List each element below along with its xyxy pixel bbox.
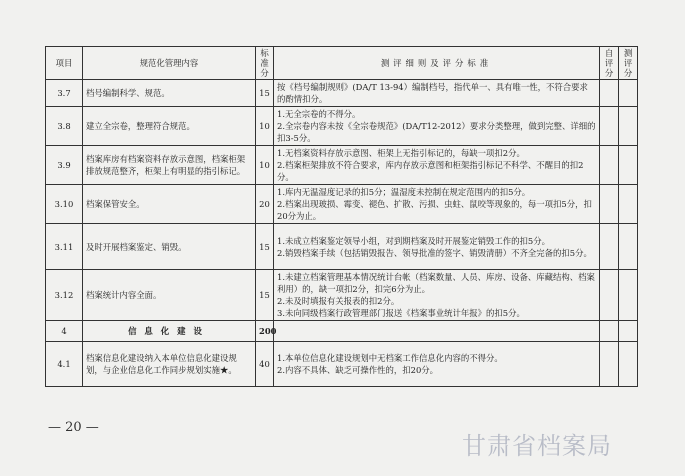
section-criteria-cell xyxy=(274,321,600,342)
row-self-score-cell xyxy=(600,146,619,185)
row-content: 档案统计内容全面。 xyxy=(83,270,256,321)
table-header-row xyxy=(46,47,638,80)
section-eval-score-cell xyxy=(619,321,638,342)
criteria-line: 2.未及时填报有关报表的扣2分。 xyxy=(277,296,400,306)
standards-table xyxy=(45,46,638,387)
row-standard-score: 10 xyxy=(256,107,274,146)
row-number: 3.8 xyxy=(46,107,83,146)
row-standard-score: 15 xyxy=(256,224,274,270)
row-content: 及时开展档案鉴定、销毁。 xyxy=(83,224,256,270)
header-criteria: 测评细则及评分标准 xyxy=(274,47,600,80)
row-standard-score: 15 xyxy=(256,270,274,321)
row-standard-score: 40 xyxy=(256,342,274,387)
row-number: 3.7 xyxy=(46,80,83,107)
criteria-line: 3.未向同级档案行政管理部门报送《档案事业统计年报》的扣5分。 xyxy=(277,308,525,318)
row-standard-score: 15 xyxy=(256,80,274,107)
row-number: 3.12 xyxy=(46,270,83,321)
criteria-line: 1.未成立档案鉴定领导小组，对到期档案及时开展鉴定销毁工作的扣5分。 xyxy=(277,235,550,246)
row-criteria xyxy=(274,80,600,107)
criteria-line: 2.档案柜架排放不符合要求，库内存放示意图和柜架指引标记不科学、不醒目的扣2分。 xyxy=(277,160,584,182)
criteria-line: 2.销毁档案手续（包括销毁报告、领导批准的签字、销毁清册）不齐全完备的扣5分。 xyxy=(277,247,592,258)
header-content: 规范化管理内容 xyxy=(83,47,256,80)
row-eval-score-cell xyxy=(619,342,638,387)
table-row xyxy=(46,146,638,185)
criteria-line: 1.无档案资料存放示意图、柜架上无指引标记的，每缺一项扣2分。 xyxy=(277,148,525,158)
row-self-score-cell xyxy=(600,185,619,224)
criteria-line: 2.全宗卷内容未按《全宗卷规范》(DA/T12-2012）要求分类整理，做到完整、详细的扣3-5分。 xyxy=(277,121,596,143)
row-criteria xyxy=(274,342,600,387)
row-self-score-cell xyxy=(600,224,619,270)
section-title: 信息化建设 xyxy=(83,321,256,342)
table-row xyxy=(46,80,638,107)
row-criteria xyxy=(274,107,600,146)
row-standard-score: 10 xyxy=(256,146,274,185)
row-standard-score: 20 xyxy=(256,185,274,224)
header-self-score: 自评分 xyxy=(600,47,619,80)
row-number: 3.10 xyxy=(46,185,83,224)
table-row xyxy=(46,185,638,224)
criteria-line: 2.内容不具体、缺乏可操作性的，扣20分。 xyxy=(277,365,439,375)
row-number: 4.1 xyxy=(46,342,83,387)
section-number: 4 xyxy=(46,321,83,342)
criteria-line: 1.未建立档案管理基本情况统计台帐（档案数量、人员、库房、设备、库藏结构、档案利用）的，缺一项扣2分，扣完6分为止。 xyxy=(277,272,595,294)
row-content: 建立全宗卷，整理符合规范。 xyxy=(83,107,256,146)
criteria-line: 1.本单位信息化建设规划中无档案工作信息化内容的不得分。 xyxy=(277,353,503,363)
table-row xyxy=(46,342,638,387)
row-eval-score-cell xyxy=(619,80,638,107)
table-row xyxy=(46,107,638,146)
row-content: 档号编制科学、规范。 xyxy=(83,80,256,107)
row-self-score-cell xyxy=(600,342,619,387)
section-score: 200 xyxy=(256,321,274,342)
row-criteria xyxy=(274,185,600,224)
row-criteria xyxy=(274,146,600,185)
watermark: 甘肃省档案局 xyxy=(462,432,612,460)
criteria-line: 按《档号编制规则》(DA/T 13-94）编制档号，指代单一、具有唯一性，不符合要求的酌情扣分。 xyxy=(277,82,588,104)
row-self-score-cell xyxy=(600,80,619,107)
row-content: 档案保管安全。 xyxy=(83,185,256,224)
row-eval-score-cell xyxy=(619,224,638,270)
row-eval-score-cell xyxy=(619,146,638,185)
row-number: 3.11 xyxy=(46,224,83,270)
page-number: — 20 — xyxy=(48,420,99,435)
row-criteria xyxy=(274,224,600,270)
row-number: 3.9 xyxy=(46,146,83,185)
row-self-score-cell xyxy=(600,107,619,146)
row-content: 档案信息化建设纳入本单位信息化建设规划，与企业信息化工作同步规划实施★。 xyxy=(83,342,256,387)
header-eval-score: 测评分 xyxy=(619,47,638,80)
row-criteria xyxy=(274,270,600,321)
row-eval-score-cell xyxy=(619,107,638,146)
row-eval-score-cell xyxy=(619,270,638,321)
row-self-score-cell xyxy=(600,270,619,321)
table-row xyxy=(46,270,638,321)
section-row xyxy=(46,321,638,342)
table-row xyxy=(46,224,638,270)
row-content: 档案库房有档案资料存放示意图，档案柜架排放规范整齐，柜架上有明显的指引标记。 xyxy=(83,146,256,185)
header-standard-score: 标准分 xyxy=(256,47,274,80)
row-eval-score-cell xyxy=(619,185,638,224)
criteria-line: 2.档案出现玻损、霉变、褪色、扩散、污损、虫蛀、鼠咬等现象的，每一项扣5分，扣20分为止。 xyxy=(277,199,592,221)
criteria-line: 1.无全宗卷的不得分。 xyxy=(277,109,361,119)
header-item: 项目 xyxy=(46,47,83,80)
section-self-score-cell xyxy=(600,321,619,342)
criteria-line: 1.库内无温湿度记录的扣5分；温湿度未控制在规定范围内的扣5分。 xyxy=(277,187,531,197)
